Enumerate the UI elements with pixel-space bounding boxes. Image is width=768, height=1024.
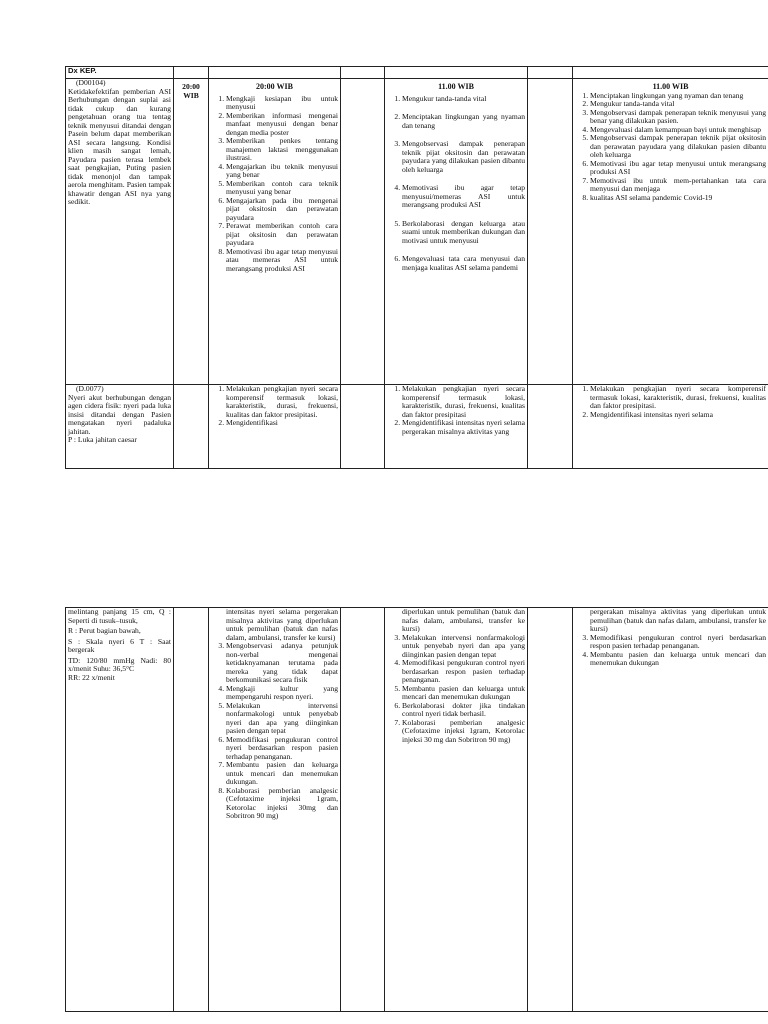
intervention-list bbox=[387, 95, 525, 273]
list-item: 3. Melakukan intervensi nonfarmakologi untuk penyebab nyeri dan apa yang diinginkan pasien dengan tepat bbox=[402, 634, 525, 660]
list-item: 7. Perawat memberikan contoh cara pijat oksitosin dan perawatan payudara bbox=[226, 222, 338, 248]
list-item: 8. Memotivasi ibu agar tetap menyusui atau memeras ASI untuk merangsang produksi ASI bbox=[226, 248, 338, 274]
dx-description: Nyeri akut berhubungan dengan agen cidera fisik: nyeri pada luka insisi ditandai dengan Pasien mengatakan nyeri padaluka jahitan. bbox=[68, 392, 171, 436]
list-item: 6. Memodifikasi pengukuran control nyeri berdasarkan respon pasien terhadap penanganan. bbox=[226, 736, 338, 762]
list-item: 6. Berkolaborasi dokter jika tindakan control nyeri tidak berhasil. bbox=[402, 702, 525, 719]
continued-text: intensitas nyeri selama pergerakan misalnya aktivitas yang diperlukan untuk pemulihan (batuk dan nafas dalam, ambulansi, transfer ke kursi) bbox=[226, 607, 338, 642]
list-item: 6. Mengajarkan pada ibu mengenai pijat oksitosin dan perawatan payudara bbox=[226, 197, 338, 223]
vital-signs: TD: 120/80 mmHg Nadi: 80 x/menit Suhu: 36,5°C bbox=[68, 655, 171, 673]
list-item: 2. Mengidentifikasi bbox=[226, 419, 338, 428]
continued-text: diperlukan untuk pemulihan (batuk dan nafas dalam, ambulansi, transfer ke kursi) bbox=[402, 607, 525, 633]
list-item: 5. Melakukan intervensi nonfarmakologi untuk penyebab nyeri dan apa yang diinginkan pasien dengan tepat bbox=[226, 702, 338, 736]
time-label: 11.00 WIB bbox=[438, 82, 474, 91]
dx-code: (D.0077) bbox=[76, 384, 104, 393]
list-item: 8. kualitas ASI selama pandemic Covid-19 bbox=[590, 194, 766, 203]
time-cell: 20:00 WIB bbox=[174, 79, 209, 385]
intervention-list bbox=[211, 95, 338, 274]
row-nyeri-continued bbox=[66, 608, 768, 1012]
list-item: 8. Kolaborasi pemberian analgesic (Cefotaxime injeksi 1gram, Ketorolac injeksi 30mg dan Sobritron 90 mg) bbox=[226, 787, 338, 821]
list-item: 2. Menciptakan lingkungan yang nyaman dan tenang bbox=[402, 113, 525, 130]
row-asi bbox=[66, 79, 768, 385]
intervention-cell-1 bbox=[209, 608, 341, 1012]
list-item: 6. Mengevaluasi tata cara menyusui dan menjaga kualitas ASI selama pandemi bbox=[402, 255, 525, 272]
list-item: 2. Mengidentifikasi intensitas nyeri selama bbox=[590, 411, 766, 420]
dx-detail: P : Luka jahitan caesar bbox=[68, 435, 137, 444]
intervention-cell-3 bbox=[573, 385, 768, 469]
list-item: 5. Mengobservasi dampak penerapan teknik pijat oksitosin dan perawatan payudara yang dilakukan pasien dibantu oleh keluarga bbox=[590, 134, 766, 160]
list-item: 4. Mengkaji kultur yang mempengaruhi respon nyeri. bbox=[226, 685, 338, 702]
list-item: 3. Memberikan penkes tentang manajemen laktasi menggunakan ilustrasi. bbox=[226, 137, 338, 163]
list-item: 4. Membantu pasien dan keluarga untuk mencari dan menemukan dukungan bbox=[590, 651, 766, 668]
dx-detail: melintang panjang 15 cm, Q : Seperti di tusuk–tusuk, bbox=[68, 607, 171, 625]
care-table-continued bbox=[65, 607, 768, 1012]
intervention-cell-3 bbox=[573, 608, 768, 1012]
list-item: 4. Mengevaluasi dalam kemampuan bayi untuk menghisap bbox=[590, 126, 766, 135]
time-label: 11.00 WIB bbox=[652, 82, 689, 91]
dx-cell-asi bbox=[66, 79, 174, 385]
dx-code: (D00104) bbox=[76, 78, 106, 87]
dx-description: Ketidakefektifan pemberian ASI Berhubungan dengan suplai asi tidak cukup dan kurang pengetahuan orang tua tentag teknik menyusui ditandai dengan Pasein belum dapat memberikan ASI secara langsung. Kondisi klien masih sangat lemah, Payudara pasien terasa lembek saat pengkajian, Puting pasien tidak menonjol dan tampak aerola menghitam. Pasien tampak khawatir dengan ASI nya yang sedikit. bbox=[68, 86, 171, 206]
list-item: 2. Mengidentifikasi intensitas nyeri selama pergerakan misalnya aktivitas yang bbox=[402, 419, 525, 436]
header-row bbox=[66, 67, 768, 79]
intervention-cell-1 bbox=[209, 385, 341, 469]
list-item: 3. Memodifikasi pengukuran control nyeri berdasarkan respon pasien terhadap penanganan. bbox=[590, 634, 766, 651]
intervention-cell-3 bbox=[573, 79, 768, 385]
intervention-cell-2 bbox=[385, 608, 528, 1012]
intervention-cell-2 bbox=[385, 385, 528, 469]
intervention-list bbox=[387, 385, 525, 436]
list-item: 1. Melakukan pengkajian nyeri secara komperensif termasuk lokasi, karakteristik, durasi, frekuensi, kualitas dan faktor presipitasi bbox=[402, 385, 525, 419]
intervention-list bbox=[575, 385, 766, 419]
dx-detail: R : Perut bagian bawah, bbox=[68, 626, 141, 635]
list-item: 7. Memotivasi ibu untuk mem-pertahankan tata cara menyusui dan menjaga bbox=[590, 177, 766, 194]
dx-cell-nyeri bbox=[66, 385, 174, 469]
care-table-top bbox=[65, 66, 768, 469]
dx-cell-continued bbox=[66, 608, 174, 1012]
list-item: 5. Membantu pasien dan keluarga untuk mencari dan menemukan dukungan bbox=[402, 685, 525, 702]
list-item: 1. Menciptakan lingkungan yang nyaman dan tenang bbox=[590, 92, 766, 101]
dx-header: Dx KEP. bbox=[66, 67, 174, 79]
intervention-cell-1 bbox=[209, 79, 341, 385]
list-item: 1. Melakukan pengkajian nyeri secara komperensif termasuk lokasi, karakteristik, durasi, frekuensi, kualitas dan faktor presipitasi. bbox=[590, 385, 766, 411]
list-item: 5. Memberikan contoh cara teknik menyusui yang benar bbox=[226, 180, 338, 197]
list-item: 2. Memberikan informasi mengenai manfaat menyusui dengan benar dengan media poster bbox=[226, 112, 338, 138]
intervention-list bbox=[387, 634, 525, 745]
list-item: 3. Mengobservasi dampak penerapan teknik menyusui yang benar yang dilakukan pasien. bbox=[590, 109, 766, 126]
list-item: 1. Mengkaji kesiapan ibu untuk menyusui bbox=[226, 95, 338, 112]
intervention-list bbox=[211, 385, 338, 428]
list-item: 1. Mengukur tanda-tanda vital bbox=[402, 95, 525, 104]
continued-text: pergerakan misalnya aktivitas yang diperlukan untuk pemulihan (batuk dan nafas dalam, ambulansi, transfer ke kursi) bbox=[590, 607, 766, 633]
list-item: 2. Mengukur tanda-tanda vital bbox=[590, 100, 766, 109]
intervention-list bbox=[575, 634, 766, 668]
time-label: 20:00 WIB bbox=[256, 82, 293, 91]
list-item: 6. Memotivasi ibu agar tetap menyusui untuk merangsang produksi ASI bbox=[590, 160, 766, 177]
list-item: 3. Mengobservasi adanya petunjuk non-verbal mengenai ketidaknyamanan terutama pada mereka yang tidak dapat berkomunikasi secara fisik bbox=[226, 642, 338, 685]
dx-detail: S : Skala nyeri 6 T : Saat bergerak bbox=[68, 636, 171, 654]
list-item: 1. Melakukan pengkajian nyeri secara komperensif termasuk lokasi, karakteristik, durasi, frekuensi, kualitas dan faktor presipitasi. bbox=[226, 385, 338, 419]
intervention-list bbox=[211, 642, 338, 821]
intervention-cell-2 bbox=[385, 79, 528, 385]
list-item: 4. Mengajarkan ibu teknik menyusui yang benar bbox=[226, 163, 338, 180]
list-item: 3. Mengobservasi dampak penerapan teknik pijat oksitosin dan perawatan payudara yang dilakukan pasien dibantu oleh keluarga bbox=[402, 140, 525, 174]
list-item: 7. Membantu pasien dan keluarga untuk mencari dan menemukan dukungan. bbox=[226, 761, 338, 787]
list-item: 5. Berkolaborasi dengan keluarga atau suami untuk memberikan dukungan dan motivasi untuk menyusui bbox=[402, 220, 525, 246]
vital-signs: RR: 22 x/menit bbox=[68, 672, 115, 682]
list-item: 4. Memotivasi ibu agar tetap menyusui/memeras ASI untuk merangsang produksi ASI bbox=[402, 184, 525, 210]
row-nyeri bbox=[66, 385, 768, 469]
intervention-list bbox=[575, 92, 766, 203]
list-item: 7. Kolaborasi pemberian analgesic (Cefotaxime injeksi 1gram, Ketorolac injeksi 30 mg dan Sobritron 90 mg) bbox=[402, 719, 525, 745]
list-item: 4. Memodifikasi pengukuran control nyeri berdasarkan respon pasien terhadap penanganan. bbox=[402, 659, 525, 685]
